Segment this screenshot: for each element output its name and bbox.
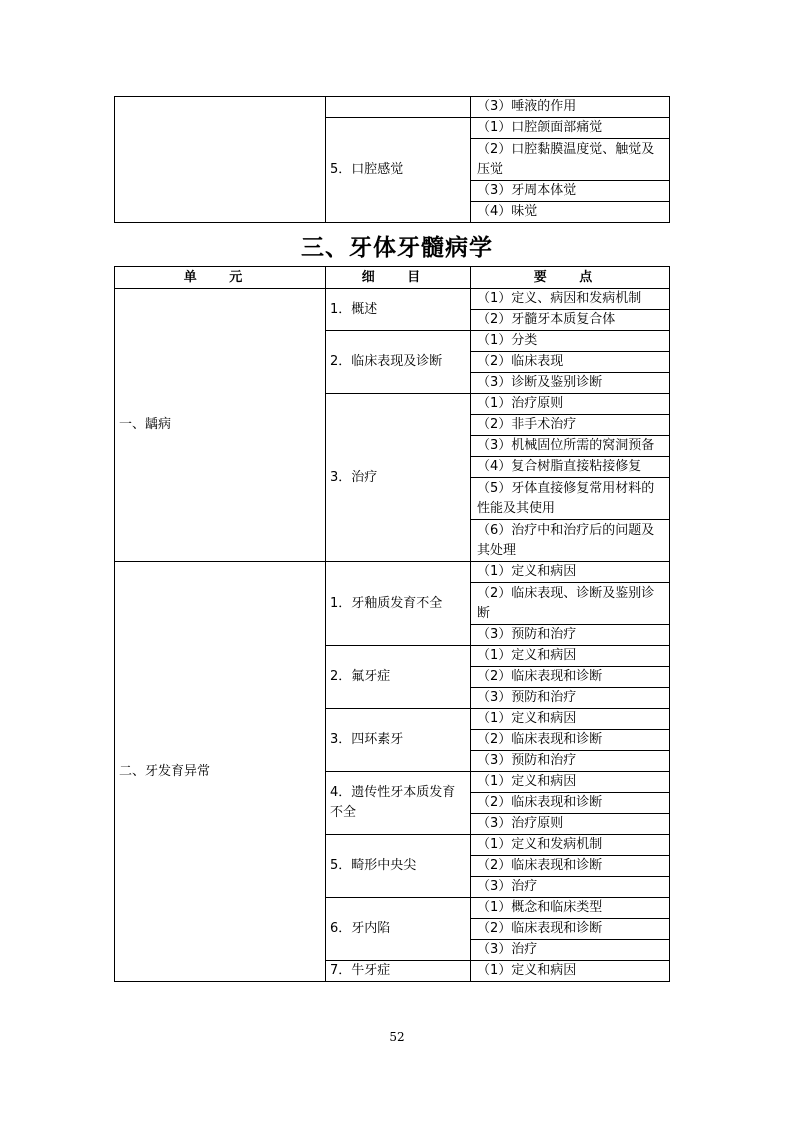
point-cell: （1）定义和病因 xyxy=(471,709,670,730)
point-cell: （3）预防和治疗 xyxy=(471,751,670,772)
detail-cell: 5．口腔感觉 xyxy=(326,118,471,223)
point-cell: （2）临床表现、诊断及鉴别诊断 xyxy=(471,583,670,625)
point-cell: （3）预防和治疗 xyxy=(471,688,670,709)
point-cell: （2）口腔黏膜温度觉、触觉及压觉 xyxy=(471,139,670,181)
detail-cell: 3．治疗 xyxy=(326,394,471,562)
point-cell: （2）临床表现和诊断 xyxy=(471,919,670,940)
point-cell: （3）机械固位所需的窝洞预备 xyxy=(471,436,670,457)
detail-cell: 1．牙釉质发育不全 xyxy=(326,562,471,646)
point-cell: （2）临床表现和诊断 xyxy=(471,793,670,814)
unit-cell: 二、牙发育异常 xyxy=(115,562,326,982)
point-cell: （1）定义和病因 xyxy=(471,772,670,793)
detail-cell-empty xyxy=(326,97,471,118)
point-cell: （3）唾液的作用 xyxy=(471,97,670,118)
point-cell: （2）临床表现和诊断 xyxy=(471,730,670,751)
point-cell: （1）定义和病因 xyxy=(471,961,670,982)
header-detail: 细 目 xyxy=(326,267,471,289)
section-title: 三、牙体牙髓病学 xyxy=(301,234,493,261)
detail-cell: 7．牛牙症 xyxy=(326,961,471,982)
detail-cell: 2．氟牙症 xyxy=(326,646,471,709)
syllabus-table xyxy=(114,266,670,982)
unit-cell: 一、龋病 xyxy=(115,289,326,562)
detail-cell: 4．遗传性牙本质发育不全 xyxy=(326,772,471,835)
point-cell: （5）牙体直接修复常用材料的性能及其使用 xyxy=(471,478,670,520)
point-cell: （1）定义和发病机制 xyxy=(471,835,670,856)
detail-cell: 5．畸形中央尖 xyxy=(326,835,471,898)
point-cell: （6）治疗中和治疗后的问题及其处理 xyxy=(471,520,670,562)
point-cell: （4）味觉 xyxy=(471,202,670,223)
point-cell: （1）定义和病因 xyxy=(471,562,670,583)
point-cell: （3）预防和治疗 xyxy=(471,625,670,646)
detail-cell: 2．临床表现及诊断 xyxy=(326,331,471,394)
point-cell: （1）定义和病因 xyxy=(471,646,670,667)
page-number: 52 xyxy=(389,1030,405,1044)
point-cell: （1）概念和临床类型 xyxy=(471,898,670,919)
unit-cell-empty xyxy=(115,97,326,223)
point-cell: （2）临床表现 xyxy=(471,352,670,373)
header-points: 要 点 xyxy=(471,267,670,289)
table-row xyxy=(115,289,670,310)
point-cell: （4）复合树脂直接粘接修复 xyxy=(471,457,670,478)
detail-cell: 1．概述 xyxy=(326,289,471,331)
point-cell: （2）临床表现和诊断 xyxy=(471,856,670,877)
point-cell: （3）诊断及鉴别诊断 xyxy=(471,373,670,394)
point-cell: （2）牙髓牙本质复合体 xyxy=(471,310,670,331)
point-cell: （1）定义、病因和发病机制 xyxy=(471,289,670,310)
point-cell: （1）分类 xyxy=(471,331,670,352)
point-cell: （2）非手术治疗 xyxy=(471,415,670,436)
header-unit: 单 元 xyxy=(115,267,326,289)
point-cell: （2）临床表现和诊断 xyxy=(471,667,670,688)
point-cell: （3）牙周本体觉 xyxy=(471,181,670,202)
point-cell: （3）治疗 xyxy=(471,940,670,961)
point-cell: （1）治疗原则 xyxy=(471,394,670,415)
table-row xyxy=(115,562,670,583)
continuation-table xyxy=(114,96,670,223)
point-cell: （3）治疗原则 xyxy=(471,814,670,835)
point-cell: （1）口腔颌面部痛觉 xyxy=(471,118,670,139)
point-cell: （3）治疗 xyxy=(471,877,670,898)
detail-cell: 3．四环素牙 xyxy=(326,709,471,772)
detail-cell: 6．牙内陷 xyxy=(326,898,471,961)
